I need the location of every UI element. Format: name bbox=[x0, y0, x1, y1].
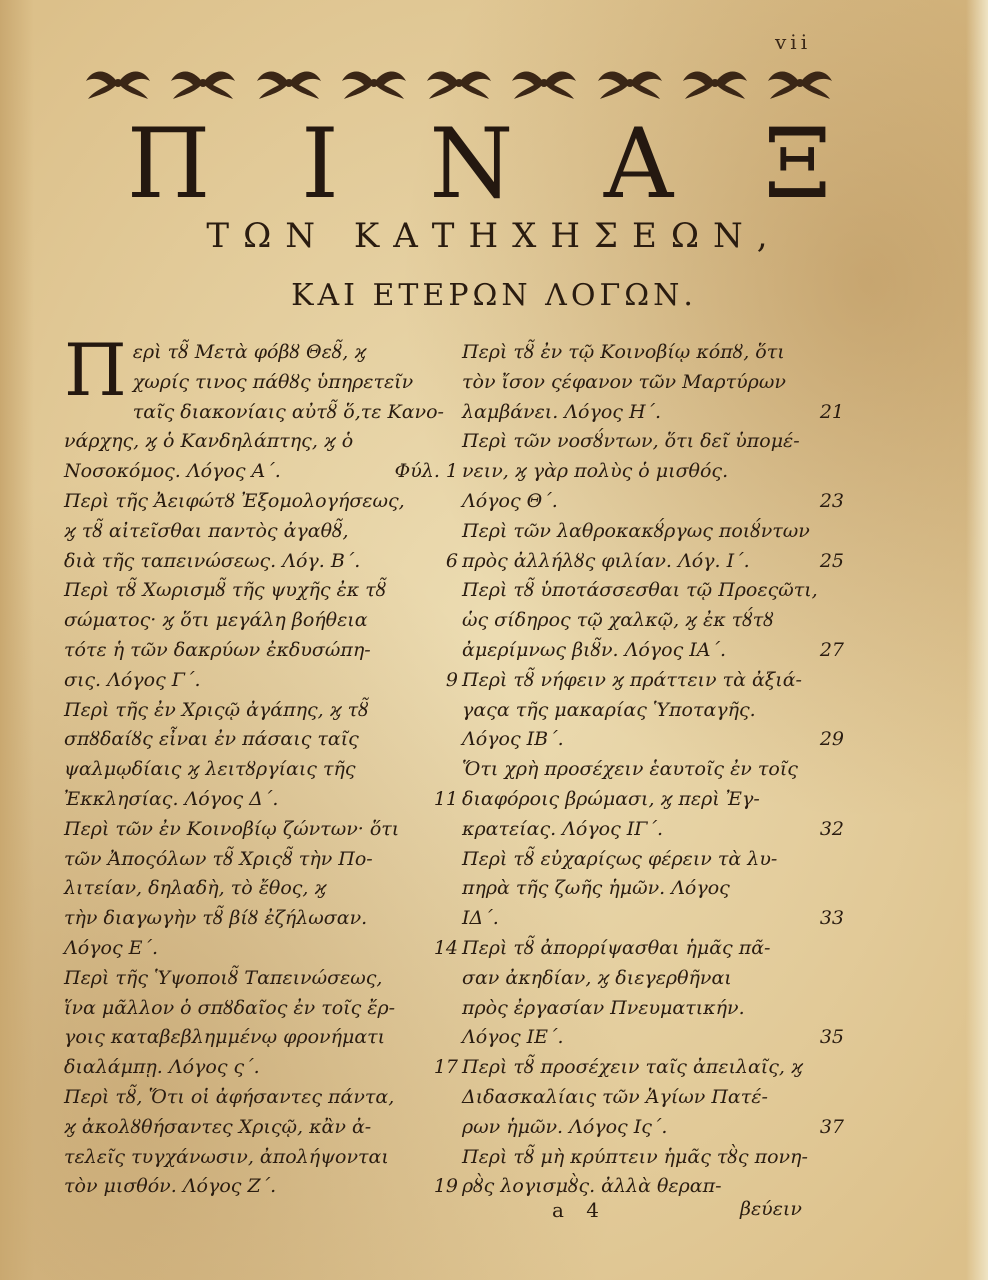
entry-text-line: Περὶ τῶν ἐν Κοινοβίῳ ζώντων· ὅτι bbox=[64, 817, 400, 840]
entry-text-line: Περὶ τῶν νοσȣ́ντων, ὅτι δεῖ ὑπομέ- bbox=[462, 430, 800, 453]
left-column bbox=[64, 328, 464, 1202]
toc-entry bbox=[64, 576, 464, 695]
entry-text-line: γοις καταβεβλημμένῳ φρονήματι bbox=[64, 1026, 386, 1049]
entry-text-line: ϗ ἀκολȣθήσαντες Χριςῷ, κἂν ἀ- bbox=[64, 1115, 372, 1138]
entry-text-line: σαν ἀκηδίαν, ϗ διεγερθῆναι bbox=[462, 966, 732, 989]
entry-text-line: λιτείαν, δηλαδὴ, τὸ ἔθος, ϗ bbox=[64, 877, 327, 900]
subtitle-line-1: ΤΩΝ ΚΑΤΗΧΗΣΕΩΝ, bbox=[206, 216, 782, 256]
entry-label: πρὸς ἀλλήλȣς φιλίαν. Λόγ. Ι΄. bbox=[462, 549, 750, 572]
entry-label: τὸν μισθόν. Λόγος Ζ΄. bbox=[64, 1175, 277, 1198]
fleuron-ornament bbox=[163, 63, 243, 103]
entry-page-number: 25 bbox=[819, 549, 844, 572]
entry-label: Λόγος Θ΄. bbox=[462, 489, 558, 512]
fleuron-ornament bbox=[760, 63, 840, 103]
entry-text-line: τότε ἡ τῶν δακρύων ἐκδυσώπη- bbox=[64, 638, 371, 661]
toc-entry bbox=[462, 845, 850, 934]
entry-text-line: ψαλμῳδίαις ϗ λειτȣργίαις τῆς bbox=[64, 758, 356, 781]
entry-page-number: 23 bbox=[819, 489, 844, 512]
toc-entry bbox=[462, 576, 850, 665]
toc-entry bbox=[64, 815, 464, 964]
entry-text-line: πρὸς ἐργασίαν Πνευματικήν. bbox=[462, 996, 745, 1019]
toc-entry bbox=[64, 328, 464, 487]
entry-text-line: Περὶ τȣ̃ νήφειν ϗ πράττειν τὰ ἀξιά- bbox=[462, 668, 802, 691]
entry-text-line: ταῖς διακονίαις αὐτȣ̃ ὅ,τε Κανο- bbox=[132, 400, 444, 423]
entry-page-number: 29 bbox=[819, 728, 844, 751]
entry-label: Νοσοκόμος. Λόγος Α΄. bbox=[64, 460, 281, 483]
entry-text-line: πηρὰ τῆς ζωῆς ἡμῶν. Λόγος bbox=[462, 877, 730, 900]
toc-entry bbox=[64, 487, 464, 576]
entry-reference bbox=[64, 666, 464, 696]
entry-text-line: σώματος· ϗ ὅτι μεγάλη βοήθεια bbox=[64, 609, 368, 632]
entry-page-number: 21 bbox=[819, 400, 844, 423]
entry-text-line: τὴν διαγωγὴν τȣ̃ βίȣ ἐζήλωσαν. bbox=[64, 907, 368, 930]
entry-reference bbox=[462, 904, 850, 934]
entry-text-line: τὸν ἴσον ςέφανον τῶν Μαρτύρων bbox=[462, 370, 786, 393]
folio-number: vii bbox=[775, 30, 812, 54]
toc-entry bbox=[462, 934, 850, 1053]
entry-text-line: ὡς σίδηρος τῷ χαλκῷ, ϗ ἐκ τȣ́τȣ bbox=[462, 609, 774, 632]
entry-text-line: σπȣδαίȣς εἶναι ἐν πάσαις ταῖς bbox=[64, 728, 359, 751]
toc-entry bbox=[64, 1083, 464, 1202]
entry-text-line: Περὶ τῆς Ὑψοποιȣ̃ Ταπεινώσεως, bbox=[64, 966, 383, 989]
toc-entry bbox=[64, 964, 464, 1083]
page-title: Π Ι Ν Α Ξ bbox=[126, 108, 862, 220]
entry-label: ρων ἡμῶν. Λόγος Ις΄. bbox=[462, 1115, 668, 1138]
entry-reference bbox=[64, 457, 464, 487]
catchword: βεύειν bbox=[740, 1198, 802, 1220]
drop-capital: Π bbox=[64, 328, 127, 412]
fleuron-ornament bbox=[675, 63, 755, 103]
entry-text-line: ἵνα μᾶλλον ὁ σπȣδαῖος ἐν τοῖς ἔρ- bbox=[64, 996, 396, 1019]
entry-reference bbox=[64, 1172, 464, 1202]
toc-entry bbox=[462, 1143, 850, 1203]
toc-entry bbox=[462, 1053, 850, 1142]
toc-entry bbox=[462, 755, 850, 844]
entry-text-line: ρȣ̀ς λογισμȣ̀ς. ἀλλὰ θεραπ- bbox=[462, 1175, 722, 1198]
entry-reference bbox=[64, 934, 464, 964]
entry-page-number: 19 bbox=[433, 1175, 458, 1198]
entry-label: σις. Λόγος Γ΄. bbox=[64, 668, 201, 691]
entry-text-line: Περὶ τῶν λαθροκακȣ́ργως ποιȣ́ντων bbox=[462, 519, 810, 542]
entry-text-line: Περὶ τȣ̃ προσέχειν ταῖς ἀπειλαῖς, ϗ bbox=[462, 1056, 803, 1079]
entry-page-number: 14 bbox=[433, 936, 458, 959]
entry-page-number: 9 bbox=[445, 668, 458, 691]
entry-text-line: Περὶ τȣ̃ Χωρισμȣ̃ τῆς ψυχῆς ἐκ τȣ̃ bbox=[64, 579, 387, 602]
entry-text-line: Περὶ τȣ̃ ἀπορρίψασθαι ἡμᾶς πᾶ- bbox=[462, 936, 771, 959]
fleuron-ornament bbox=[78, 63, 158, 103]
entry-page-number: 35 bbox=[819, 1026, 844, 1049]
toc-entry bbox=[64, 696, 464, 815]
entry-label: διαλάμπῃ. Λόγος ς΄. bbox=[64, 1056, 260, 1079]
entry-reference bbox=[462, 636, 850, 666]
fleuron-ornament bbox=[504, 63, 584, 103]
entry-label: Λόγος ΙΕ΄. bbox=[462, 1026, 564, 1049]
entry-reference bbox=[64, 547, 464, 577]
subtitle-line-2: ΚΑΙ ΕΤΕΡΩΝ ΛΟΓΩΝ. bbox=[291, 278, 697, 313]
entry-page-number: 32 bbox=[819, 817, 844, 840]
entry-text-line: χωρίς τινος πάθȣς ὑπηρετεῖν bbox=[132, 370, 414, 393]
entry-text-line: Διδασκαλίαις τῶν Ἁγίων Πατέ- bbox=[462, 1085, 768, 1108]
entry-text-line: τελεῖς τυγχάνωσιν, ἀπολήψονται bbox=[64, 1145, 389, 1168]
entry-text-line: Περὶ τȣ̃ ἐν τῷ Κοινοβίῳ κόπȣ, ὅτι bbox=[462, 341, 785, 363]
toc-entry bbox=[462, 517, 850, 577]
entry-text-line: νειν, ϗ γὰρ πολὺς ὁ μισθός. bbox=[462, 460, 729, 483]
entry-label: Ἐκκλησίας. Λόγος Δ΄. bbox=[64, 787, 279, 810]
entry-label: ΙΔ΄. bbox=[462, 907, 499, 930]
entry-label: Λόγος ΙΒ΄. bbox=[462, 728, 564, 751]
fleuron-ornament bbox=[419, 63, 499, 103]
fleuron-ornament bbox=[590, 63, 670, 103]
toc-entry bbox=[462, 666, 850, 755]
entry-reference bbox=[462, 1113, 850, 1143]
entry-text-line: Περὶ τȣ̃, Ὅτι οἱ ἀφήσαντες πάντα, bbox=[64, 1085, 395, 1108]
toc-entry bbox=[462, 338, 850, 427]
entry-text-line: ερὶ τȣ̃ Μετὰ φόβȣ Θεȣ̃, ϗ bbox=[132, 341, 367, 363]
entry-reference bbox=[462, 1023, 850, 1053]
entry-page-number: 17 bbox=[433, 1056, 458, 1079]
toc-entry bbox=[462, 427, 850, 516]
entry-text-line: Περὶ τȣ̃ ὑποτάσσεσθαι τῷ Προεςῶτι, bbox=[462, 579, 818, 602]
entry-page-number: 6 bbox=[445, 549, 458, 572]
ornament-band bbox=[78, 60, 840, 106]
fleuron-ornament bbox=[249, 63, 329, 103]
entry-reference bbox=[462, 398, 850, 428]
entry-page-number: 33 bbox=[819, 907, 844, 930]
entry-reference bbox=[64, 1053, 464, 1083]
entry-text-line: Περὶ τȣ̃ εὐχαρίςως φέρειν τὰ λυ- bbox=[462, 847, 778, 870]
entry-page-number: 27 bbox=[819, 638, 844, 661]
fleuron-ornament bbox=[334, 63, 414, 103]
entry-reference bbox=[462, 487, 850, 517]
signature-mark: a 4 bbox=[552, 1198, 608, 1222]
entry-label: κρατείας. Λόγος ΙΓ΄. bbox=[462, 817, 664, 840]
right-column bbox=[462, 338, 850, 1202]
entry-label: διὰ τῆς ταπεινώσεως. Λόγ. Β΄. bbox=[64, 549, 361, 572]
entry-label: λαμβάνει. Λόγος Η΄. bbox=[462, 400, 662, 423]
entry-text-line: γαςα τῆς μακαρίας Ὑποταγῆς. bbox=[462, 698, 756, 721]
entry-reference bbox=[462, 815, 850, 845]
entry-reference bbox=[64, 785, 464, 815]
entry-text-line: νάρχης, ϗ ὁ Κανδηλάπτης, ϗ ὁ bbox=[64, 430, 354, 453]
entry-text-line: τῶν Ἀποςόλων τȣ̃ Χριςȣ̃ τὴν Πο- bbox=[64, 847, 373, 870]
entry-text-line: Ὅτι χρὴ προσέχειν ἑαυτοῖς ἐν τοῖς bbox=[462, 758, 798, 781]
entry-text-line: Περὶ τȣ̃ μὴ κρύπτειν ἡμᾶς τȣ̀ς πονη- bbox=[462, 1145, 808, 1168]
entry-page-number: 37 bbox=[819, 1115, 844, 1138]
entry-label: ἀμερίμνως βιȣ̃ν. Λόγος ΙΑ΄. bbox=[462, 638, 727, 661]
entry-text-line: Περὶ τῆς ἐν Χριςῷ ἀγάπης, ϗ τȣ̃ bbox=[64, 698, 369, 721]
entry-reference bbox=[462, 547, 850, 577]
entry-page-number: 11 bbox=[433, 787, 458, 810]
entry-label: Λόγος Ε΄. bbox=[64, 936, 159, 959]
entry-page-number: Φύλ. 1 bbox=[394, 460, 458, 483]
entry-text-line: Περὶ τῆς Ἀειφώτȣ Ἐξομολογήσεως, bbox=[64, 489, 405, 512]
entry-text-line: διαφόροις βρώμασι, ϗ περὶ Ἐγ- bbox=[462, 787, 760, 810]
entry-text-line: ϗ τȣ̃ αἰτεῖσθαι παντὸς ἀγαθȣ̃, bbox=[64, 519, 349, 542]
entry-reference bbox=[462, 725, 850, 755]
